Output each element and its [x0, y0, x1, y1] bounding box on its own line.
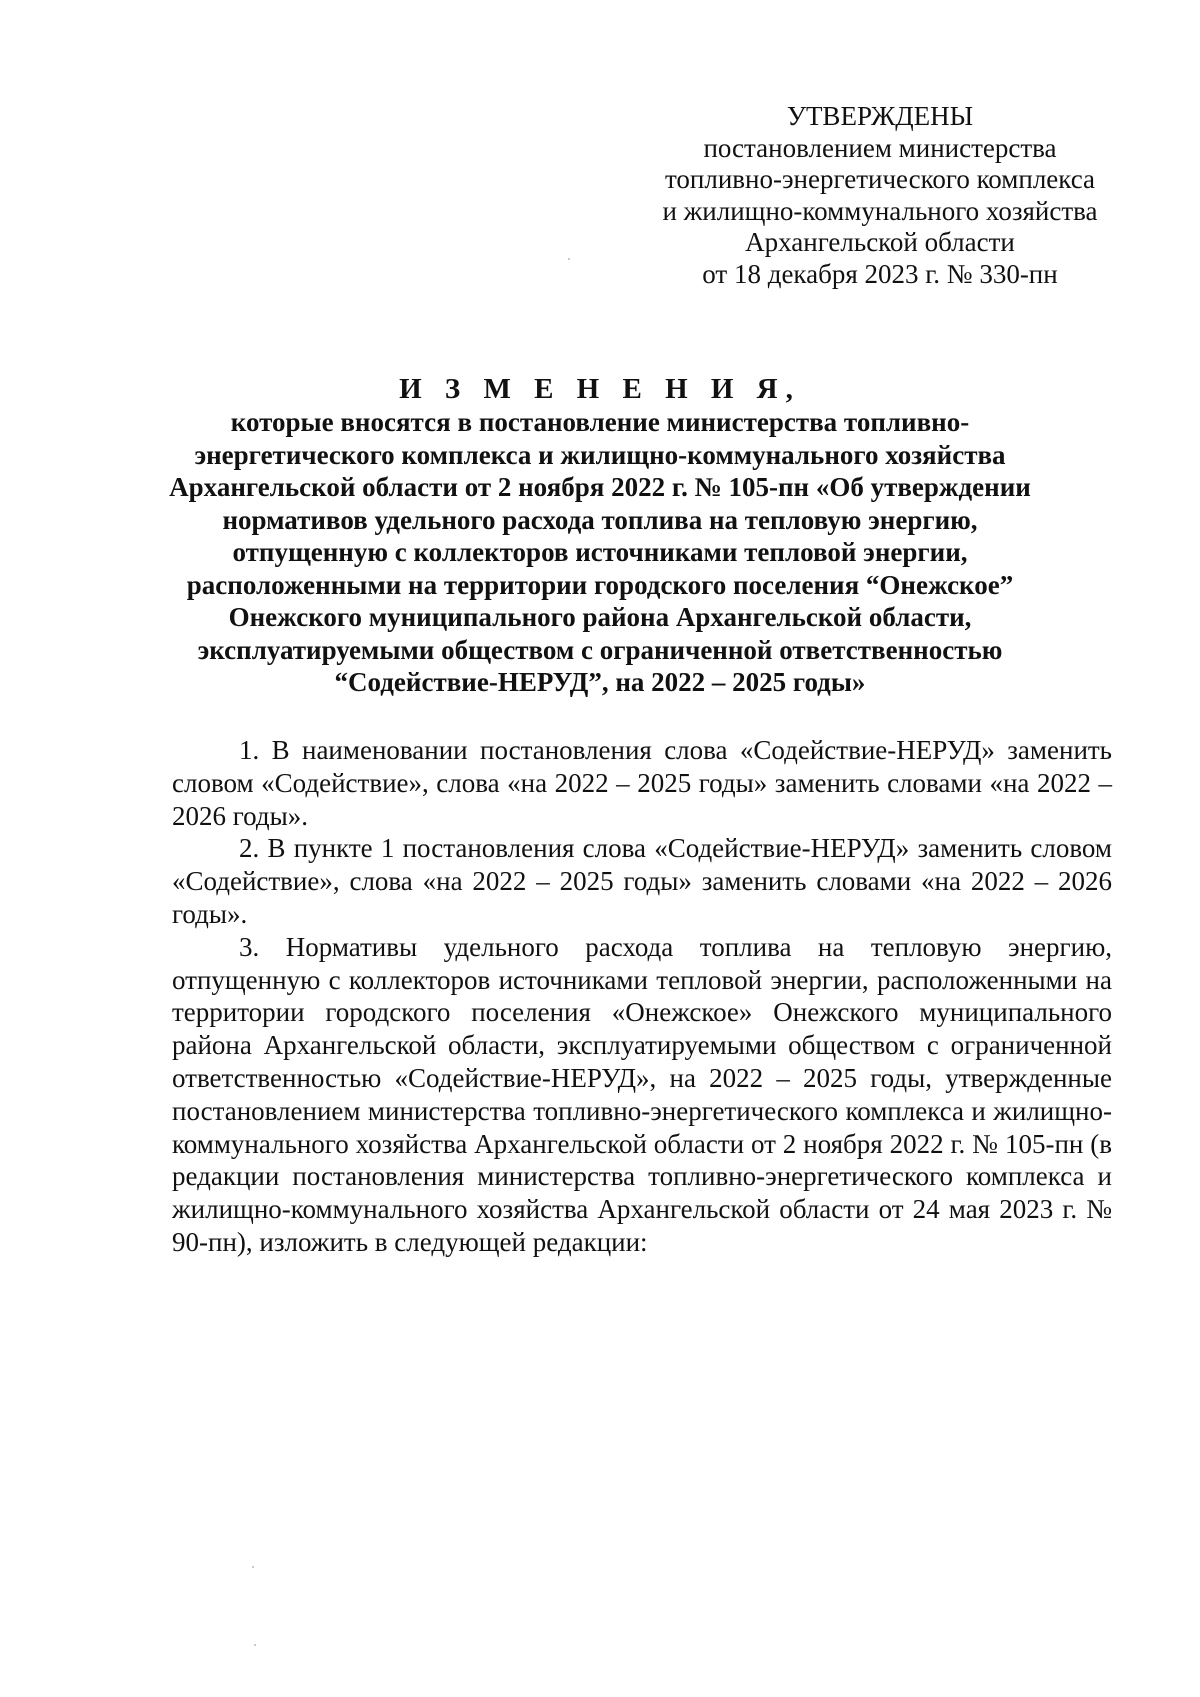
approval-line: и жилищно-коммунального хозяйства	[662, 195, 1098, 226]
document-title	[150, 372, 1050, 699]
title-line: нормативов удельного расхода топлива на тепловую энергию,	[222, 504, 978, 535]
scan-speck	[568, 258, 570, 260]
paragraph-1: 1. В наименовании постановления слова «Содействие-НЕРУД» заменить словом «Содействие», слова «на 2022 – 2025 годы» заменить словами «на 2022 – 2026 годы».	[172, 735, 1112, 831]
scan-speck	[252, 1566, 254, 1568]
title-line: которые вносятся в постановление министерства топливно-	[230, 407, 970, 437]
title-line: отпущенную с коллекторов источниками тепловой энергии,	[232, 537, 968, 567]
paragraph-3: 3. Нормативы удельного расхода топлива на тепловую энергию, отпущенную с коллекторов источниками тепловой энергии, расположенными на территории городского поселения «Онежское» Онежского муниципального района Архангельской области, эксплуатируемыми обществом с ограниченной ответственностью «Содействие-НЕРУД», на 2022 – 2025 годы, утвержденные постановлением министерства топливно-энергетического комплекса и жилищно-коммунального хозяйства Архангельской области от 2 ноября 2022 г. № 105-пн (в редакции постановления министерства топливно-энергетического комплекса и жилищно-коммунального хозяйства Архангельской области от 24 мая 2023 г. № 90-пн), изложить в следующей редакции:	[172, 931, 1112, 1257]
approval-heading: УТВЕРЖДЕНЫ	[786, 101, 974, 131]
title-heading: И З М Е Н Е Н И Я,	[399, 373, 801, 405]
title-line: энергетического комплекса и жилищно-коммунального хозяйства	[194, 439, 1006, 470]
approval-line: постановлением министерства	[703, 132, 1057, 163]
approval-stamp-block	[620, 101, 1140, 290]
document-body	[172, 734, 1112, 1259]
title-line: Онежского муниципального района Архангельской области,	[228, 602, 972, 632]
approval-line: топливно-энергетического комплекса	[664, 164, 1096, 194]
paragraph-2: 2. В пункте 1 постановления слова «Содействие-НЕРУД» заменить словом «Содействие», слова «на 2022 – 2025 годы» заменить словами «на 2022 – 2026 годы».	[172, 833, 1112, 929]
title-line: “Содействие-НЕРУД”, на 2022 – 2025 годы»	[334, 667, 866, 697]
approval-line: Архангельской области	[745, 227, 1015, 257]
approval-date-number: от 18 декабря 2023 г. № 330-пн	[702, 258, 1058, 289]
scan-speck	[254, 1644, 256, 1646]
title-line: эксплуатируемыми обществом с ограниченной ответственностью	[197, 634, 1003, 665]
title-line: Архангельской области от 2 ноября 2022 г. № 105-пн «Об утверждении	[169, 472, 1031, 502]
title-line: расположенными на территории городского поселения “Онежское”	[186, 569, 1014, 600]
